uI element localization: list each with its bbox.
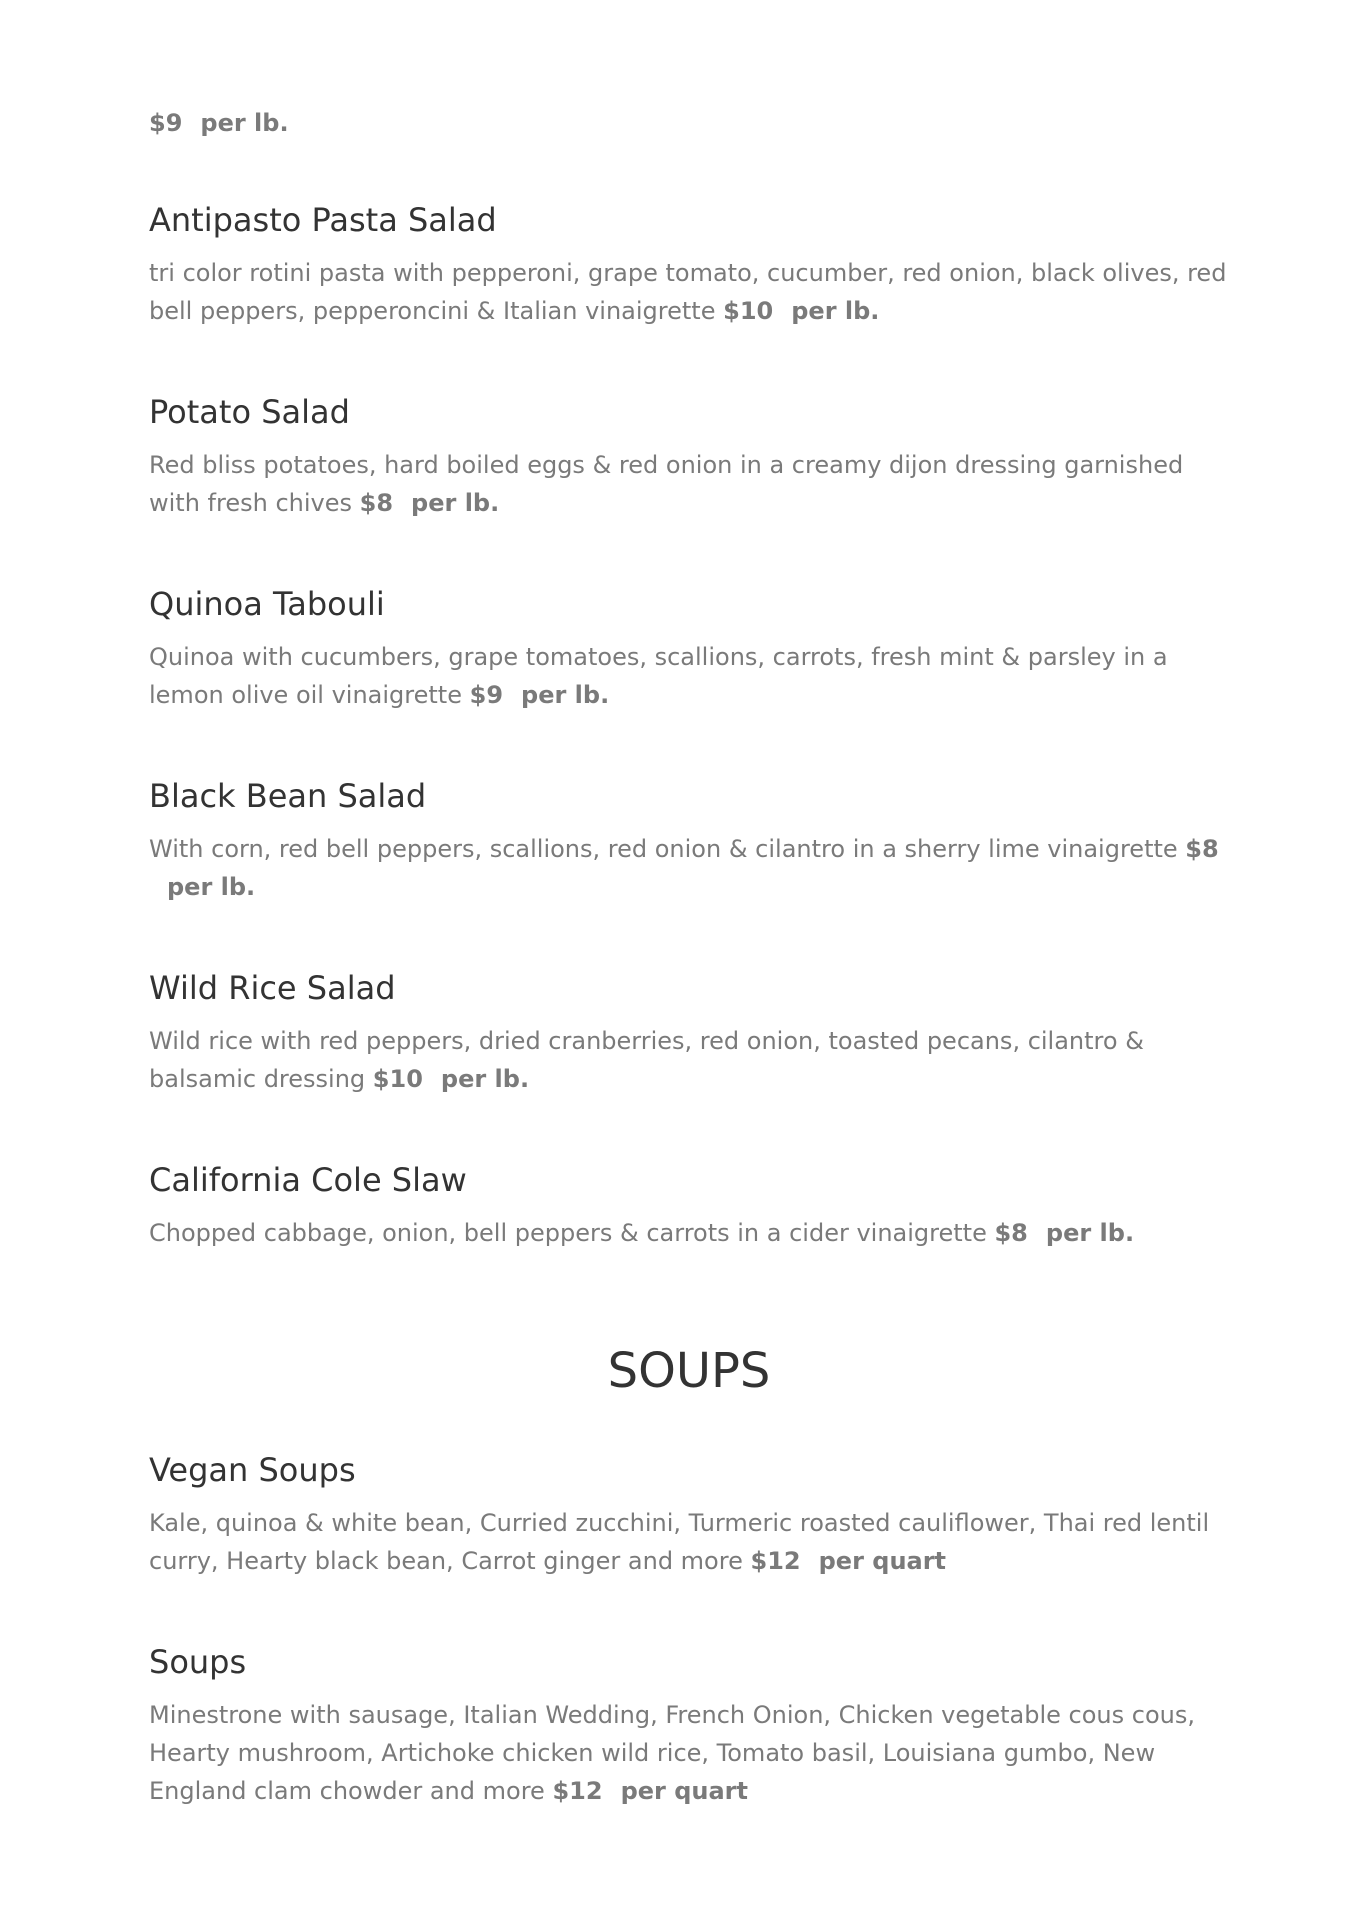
price-amount: $12 (552, 1777, 603, 1805)
item-description (149, 1696, 1229, 1810)
price-unit: per lb. (521, 681, 610, 709)
item-description (149, 1504, 1229, 1580)
item-description (149, 1022, 1229, 1098)
price-unit: per lb. (411, 489, 500, 517)
menu-item-quinoa-tabouli (149, 584, 1229, 714)
item-title: Vegan Soups (149, 1451, 356, 1489)
description-text: Quinoa with cucumbers, grape tomatoes, scallions, carrots, fresh mint & parsley in a lemon olive oil vinaigrette (149, 643, 1168, 709)
item-title: Soups (149, 1643, 247, 1681)
menu-item-wild-rice-salad (149, 968, 1229, 1098)
price-amount: $10 (372, 1065, 423, 1093)
menu-item-antipasto-pasta-salad (149, 200, 1229, 330)
item-title: Antipasto Pasta Salad (149, 201, 497, 239)
price-amount: $8 (994, 1219, 1028, 1247)
item-title: Quinoa Tabouli (149, 585, 385, 623)
price-amount: $10 (723, 297, 774, 325)
item-description (149, 638, 1229, 714)
item-description (149, 446, 1229, 522)
item-description (149, 254, 1229, 330)
price-amount: $8 (359, 489, 394, 517)
item-title: California Cole Slaw (149, 1161, 467, 1199)
price-unit: per quart (818, 1547, 947, 1575)
description-text: Wild rice with red peppers, dried cranberries, red onion, toasted pecans, cilantro & balsamic dressing (149, 1027, 1144, 1093)
price-unit: per lb. (167, 873, 256, 901)
menu-item-black-bean-salad (149, 776, 1229, 906)
price-unit: per lb. (1045, 1219, 1135, 1247)
price-unit: per lb. (791, 297, 880, 325)
description-text: tri color rotini pasta with pepperoni, grape tomato, cucumber, red onion, black olives, red bell peppers, pepperoncini & Italian vinaigrette (149, 259, 1227, 325)
price-unit: per lb. (200, 109, 289, 137)
description-text: Chopped cabbage, onion, bell peppers & carrots in a cider vinaigrette (149, 1219, 987, 1247)
description-text: With corn, red bell peppers, scallions, red onion & cilantro in a sherry lime vinaigrette (149, 835, 1178, 863)
menu-item-vegan-soups (149, 1450, 1229, 1580)
price-amount: $12 (750, 1547, 801, 1575)
price-amount: $9 (149, 109, 183, 137)
price-amount: $8 (1185, 835, 1219, 863)
section-heading-soups: SOUPS (607, 1343, 771, 1399)
menu-item-soups (149, 1642, 1229, 1810)
item-title: Black Bean Salad (149, 777, 427, 815)
item-title: Potato Salad (149, 393, 350, 431)
item-description (149, 830, 1229, 906)
description-text: Red bliss potatoes, hard boiled eggs & red onion in a creamy dijon dressing garnished with fresh chives (149, 451, 1184, 517)
price-unit: per quart (620, 1777, 748, 1805)
item-title: Wild Rice Salad (149, 969, 396, 1007)
description-text: Minestrone with sausage, Italian Wedding, French Onion, Chicken vegetable cous cous, Hearty mushroom, Artichoke chicken wild rice, Tomato basil, Louisiana gumbo, New England clam chowder and more (149, 1701, 1195, 1805)
menu-item-potato-salad (149, 392, 1229, 522)
item-description (149, 1214, 1229, 1252)
price-amount: $9 (469, 681, 504, 709)
continued-price (149, 108, 289, 138)
description-text: Kale, quinoa & white bean, Curried zucchini, Turmeric roasted cauliflower, Thai red lentil curry, Hearty black bean, Carrot ginger and more (149, 1509, 1210, 1575)
price-unit: per lb. (440, 1065, 530, 1093)
menu-item-california-cole-slaw (149, 1160, 1229, 1252)
